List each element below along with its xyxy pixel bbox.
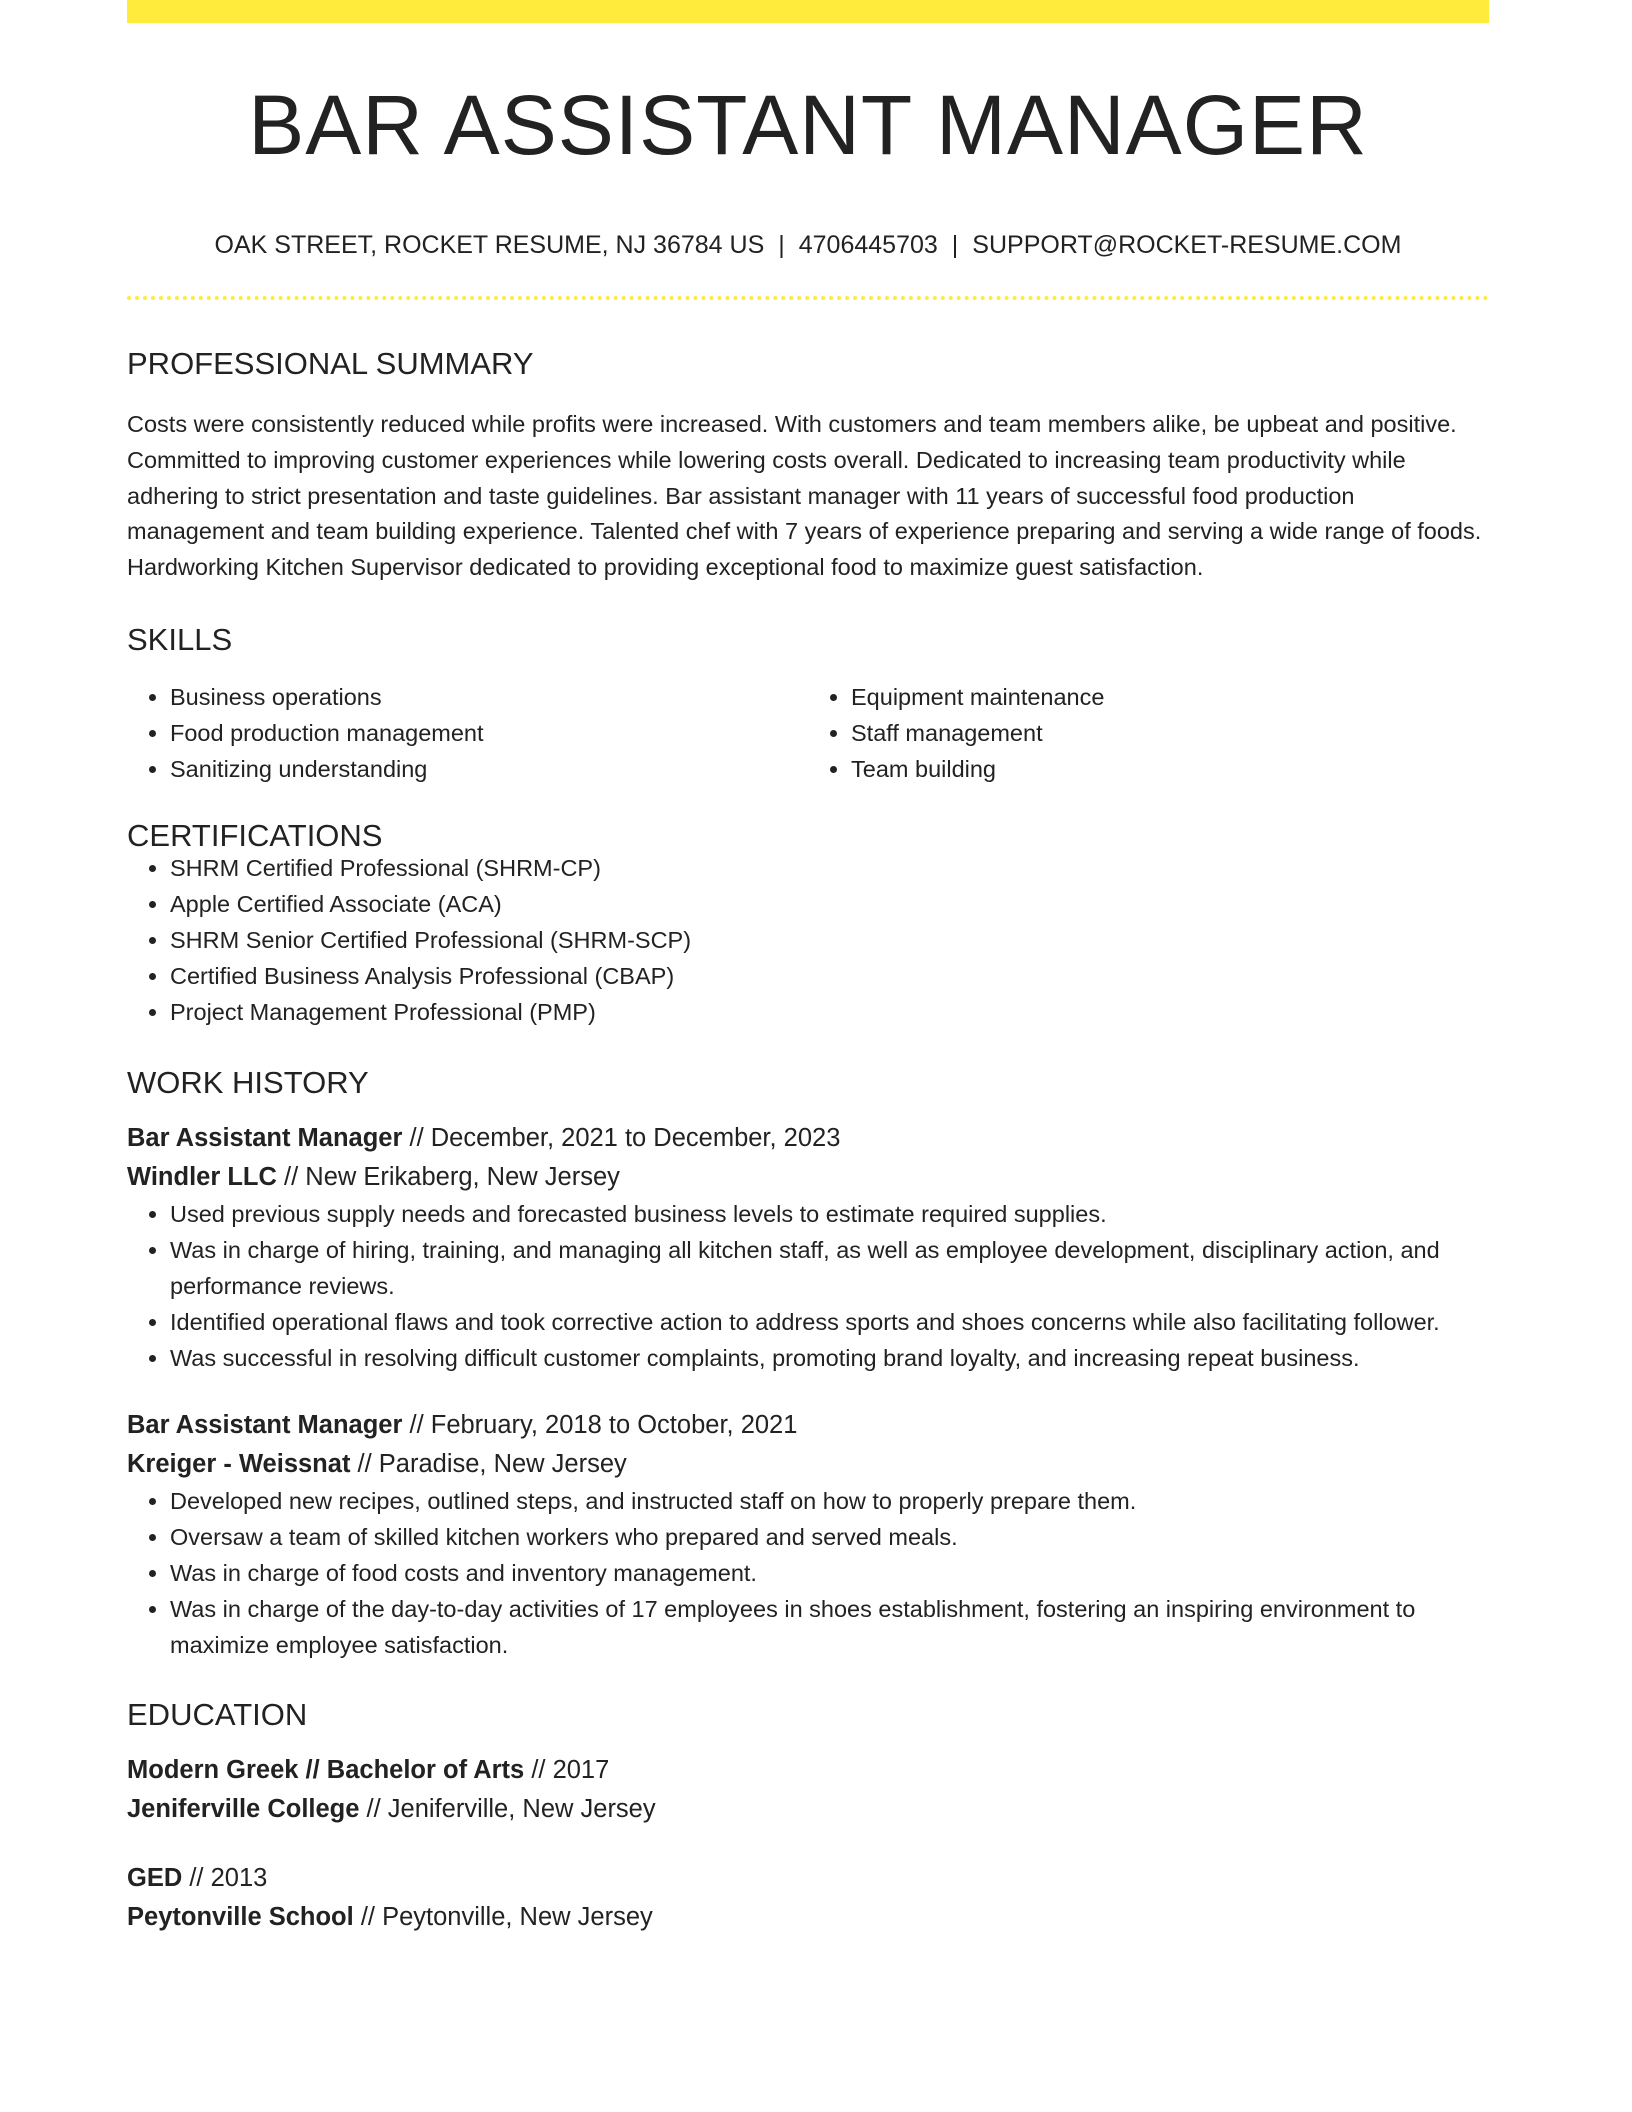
resume-name: BAR ASSISTANT MANAGER <box>248 78 1368 172</box>
education-heading: EDUCATION <box>127 1697 308 1733</box>
skill-item: • Business operations <box>170 680 808 716</box>
job-dates: // February, 2018 to October, 2021 <box>402 1411 798 1440</box>
education-school-line <box>127 1898 1489 1937</box>
contact-separator: | <box>778 231 785 259</box>
education-location: // Jeniferville, New Jersey <box>359 1795 656 1824</box>
education-degree: Modern Greek // Bachelor of Arts <box>127 1756 525 1785</box>
job-bullets <box>127 1197 1489 1376</box>
education-location: // Peytonville, New Jersey <box>353 1903 653 1932</box>
resume-page <box>127 0 1489 1937</box>
certification-item: • Certified Business Analysis Professional (CBAP) <box>170 959 1489 995</box>
contact-line <box>127 233 1489 258</box>
job-bullet: • Developed new recipes, outlined steps, and instructed staff on how to properly prepare them. <box>170 1484 1489 1520</box>
education-school-line <box>127 1790 1489 1829</box>
job-bullet: • Was in charge of hiring, training, and managing all kitchen staff, as well as employee development, disciplinary action, and performance reviews. <box>170 1233 1489 1305</box>
certification-item: • Apple Certified Associate (ACA) <box>170 887 1489 923</box>
job-company: Windler LLC <box>127 1163 277 1192</box>
skill-item: • Food production management <box>170 716 808 752</box>
job-bullet: • Was in charge of food costs and inventory management. <box>170 1556 1489 1592</box>
skills-column-right <box>808 680 1489 787</box>
job-role: Bar Assistant Manager <box>127 1411 403 1440</box>
certification-item: • SHRM Certified Professional (SHRM-CP) <box>170 851 1489 887</box>
education-year: // 2013 <box>182 1864 268 1893</box>
work-history-heading: WORK HISTORY <box>127 1065 369 1101</box>
job-company-line <box>127 1445 1489 1484</box>
job-bullet: • Was in charge of the day-to-day activities of 17 employees in shoes establishment, fostering an inspiring environment to maximize employee satisfaction. <box>170 1592 1489 1664</box>
contact-address: OAK STREET, ROCKET RESUME, NJ 36784 US <box>214 231 765 259</box>
certification-item: • Project Management Professional (PMP) <box>170 995 1489 1031</box>
job-title-line <box>127 1119 1489 1158</box>
education-degree: GED <box>127 1864 183 1893</box>
summary-heading: PROFESSIONAL SUMMARY <box>127 346 534 381</box>
certifications-list <box>127 851 1489 1030</box>
education-degree-line <box>127 1751 1489 1790</box>
job-dates: // December, 2021 to December, 2023 <box>402 1124 841 1153</box>
skills-column-left <box>127 680 808 787</box>
skill-item: • Team building <box>851 752 1489 788</box>
job-bullet: • Used previous supply needs and forecasted business levels to estimate required supplies. <box>170 1197 1489 1233</box>
job-location: // New Erikaberg, New Jersey <box>276 1163 620 1192</box>
education-year: // 2017 <box>524 1756 610 1785</box>
job-bullet: • Oversaw a team of skilled kitchen workers who prepared and served meals. <box>170 1520 1489 1556</box>
contact-email: SUPPORT@ROCKET-RESUME.COM <box>972 231 1402 259</box>
education-school: Jeniferville College <box>127 1795 360 1824</box>
job-bullets <box>127 1484 1489 1663</box>
contact-separator: | <box>951 231 959 259</box>
skill-item: • Staff management <box>851 716 1489 752</box>
skill-item: • Sanitizing understanding <box>170 752 808 788</box>
education-school: Peytonville School <box>127 1903 354 1932</box>
job-title-line <box>127 1406 1489 1445</box>
job-role: Bar Assistant Manager <box>127 1124 403 1153</box>
certifications-heading: CERTIFICATIONS <box>127 818 383 854</box>
dotted-divider <box>127 296 1489 300</box>
summary-text: Costs were consistently reduced while profits were increased. With customers and team members alike, be upbeat and positive. Committed to improving customer experiences while lowering costs overall. Dedicated to increasing team productivity while adhering to strict presentation and taste guidelines. Bar assistant manager with 11 years of successful food production management and team building experience. Talented chef with 7 years of experience preparing and serving a wide range of foods. Hardworking Kitchen Supervisor dedicated to providing exceptional food to maximize guest satisfaction. <box>127 411 1482 581</box>
accent-bar <box>127 0 1489 23</box>
skill-item: • Equipment maintenance <box>851 680 1489 716</box>
skills-list <box>127 680 1489 787</box>
education-degree-line <box>127 1859 1489 1898</box>
job-bullet: • Identified operational flaws and took corrective action to address sports and shoes concerns while also facilitating follower. <box>170 1305 1489 1341</box>
contact-phone: 4706445703 <box>798 231 938 259</box>
job-location: // Paradise, New Jersey <box>350 1450 627 1479</box>
job-company: Kreiger - Weissnat <box>127 1450 351 1479</box>
job-bullet: • Was successful in resolving difficult customer complaints, promoting brand loyalty, and increasing repeat business. <box>170 1341 1489 1377</box>
skills-heading: SKILLS <box>127 621 233 657</box>
job-company-line <box>127 1158 1489 1197</box>
certification-item: • SHRM Senior Certified Professional (SHRM-SCP) <box>170 923 1489 959</box>
